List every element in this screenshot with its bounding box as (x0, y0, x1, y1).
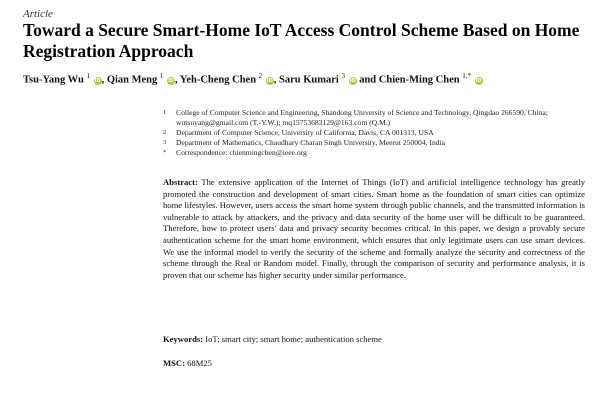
author-separator: , (101, 74, 105, 86)
abstract (163, 177, 585, 281)
author-name: Saru Kumari (279, 74, 339, 86)
affiliation-item (163, 108, 583, 128)
abstract-text: The extensive application of the Internet of Things (IoT) and artificial intelligence technology has greatly promoted the construction and development of smart cities. Smart home as the foundation of smart cities can optimize home lifestyles. However, users access the smart home system through public channels, and the transmitted information is vulnerable to attack by attackers, and the privacy and data security of the home user will be difficult to be guaranteed. Therefore, how to protect users' data and privacy security becomes critical. In this paper, we design a provably secure authentication scheme for the smart home environment, which ensures that only legitimate users can use smart devices. We use the informal model to verify the security of the scheme and formally analyze the security and correctness of the scheme through the Real or Random model. Finally, through the comparison of security and performance analysis, it is proven that our scheme has higher security under similar performance. (163, 177, 585, 280)
author-affil-mark: 2 (258, 72, 263, 80)
paper-title: Toward a Secure Smart-Home IoT Access Control Scheme Based on Home Registration Approach (23, 20, 580, 61)
affiliation-text: College of Computer Science and Engineering, Shandong University of Science and Technology, Qingdao 266590, China; wutsuyang@gmail.com (T.-Y.W.); mq15753683129@163.com (Q.M.) (176, 108, 548, 127)
keywords-label: Keywords: (163, 334, 204, 344)
msc-classification (163, 358, 212, 368)
keywords-text: IoT; smart city; smart home; authentication scheme (205, 334, 382, 344)
orcid-icon[interactable]: iD (349, 77, 356, 84)
article-type: Article (23, 8, 53, 20)
author-name: Tsu-Yang Wu (23, 74, 84, 86)
author-affil-mark: 1,* (462, 72, 471, 80)
author-separator: , (175, 74, 178, 86)
author-name: Qian Meng (106, 74, 158, 86)
affiliation-item (163, 138, 583, 148)
author-separator: , (273, 74, 277, 86)
affiliation-text: Department of Mathematics, Chaudhary Charan Singh University, Meerut 250004, India (176, 138, 446, 147)
author-affil-mark: 1 (159, 72, 164, 80)
author-name: Chien-Ming Chen (378, 74, 460, 86)
orcid-icon[interactable]: iD (266, 77, 273, 84)
affiliation-text: Department of Computer Science, University of California, Davis, CA 001313, USA (176, 128, 434, 137)
author-list (23, 72, 583, 86)
affiliation-mark: * (163, 149, 167, 156)
orcid-icon[interactable]: iD (475, 77, 482, 84)
author-affil-mark: 3 (341, 72, 345, 80)
affiliation-mark: 2 (163, 129, 167, 136)
author-name: Yeh-Cheng Chen (179, 74, 257, 86)
msc-text: 68M25 (187, 358, 212, 368)
author-affil-mark: 1 (86, 72, 90, 80)
affiliation-mark: 1 (163, 109, 167, 116)
orcid-icon[interactable]: iD (94, 77, 101, 84)
affiliation-item (163, 148, 583, 158)
msc-label: MSC: (163, 358, 185, 368)
affiliation-list (163, 108, 583, 158)
correspondence-text: Correspondence: chienmingchen@ieee.org (176, 148, 307, 157)
affiliation-mark: 3 (163, 139, 167, 146)
abstract-label: Abstract: (163, 177, 198, 187)
orcid-icon[interactable]: iD (168, 77, 174, 84)
keywords (163, 334, 585, 344)
affiliation-item (163, 128, 583, 138)
author-separator: and (359, 74, 377, 86)
